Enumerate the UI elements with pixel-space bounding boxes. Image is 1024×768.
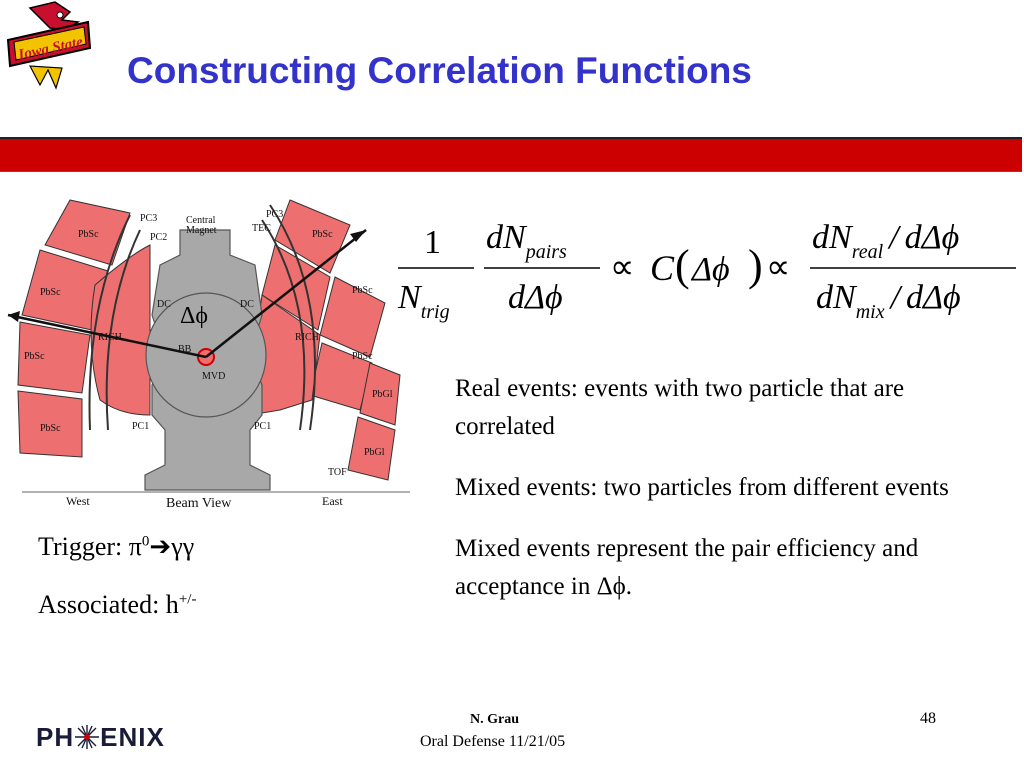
label-tof: TOF xyxy=(328,467,347,478)
label-pc3-west: PC3 xyxy=(140,213,158,224)
label-dc-east: DC xyxy=(240,299,254,310)
label-east: East xyxy=(322,494,343,508)
correlation-formula xyxy=(392,208,1024,338)
label-beam-view: Beam View xyxy=(166,496,232,511)
formula-dN-pairs: $dN_{pairs}$ xyxy=(486,219,567,263)
label-pbsc: PbSc xyxy=(40,287,61,298)
iowa-state-logo xyxy=(0,0,100,100)
bullet-mixed-acceptance: Mixed events represent the pair efficiency and acceptance in Δϕ. xyxy=(455,535,919,600)
label-west: West xyxy=(66,494,90,508)
bullet-mixed-events: Mixed events: two particles from different events xyxy=(455,474,949,501)
label-pbsc: PbSc xyxy=(24,351,45,362)
phenix-logo: PH ENIX xyxy=(36,722,165,752)
label-mvd: MVD xyxy=(202,371,226,382)
formula-one: 1 xyxy=(424,224,441,261)
formula-N-trig: $N_{trig}$ xyxy=(398,279,450,323)
label-magnet: Magnet xyxy=(186,225,217,236)
label-pc1-east: PC1 xyxy=(254,421,272,432)
formula-rparen: ) xyxy=(748,241,763,290)
title-divider-bar xyxy=(0,137,1022,172)
formula-dN-real: $dN_{real}$ / dΔϕ xyxy=(812,219,960,263)
label-pbgl: PbGl xyxy=(372,389,393,400)
label-pbsc: PbSc xyxy=(352,351,373,362)
phenix-detector-diagram xyxy=(0,185,420,515)
formula-dN-mix: $dN_{mix}$ / dΔϕ xyxy=(816,279,961,323)
label-bb: BB xyxy=(178,344,192,355)
page-number: 48 xyxy=(920,710,936,727)
label-pbsc: PbSc xyxy=(78,229,99,240)
label-pbsc: PbSc xyxy=(40,423,61,434)
trigger-line: Trigger: $\pi^0➔\gamma\gamma$ xyxy=(38,532,195,561)
explanation-text xyxy=(455,370,975,629)
formula-propto-1: ∝ xyxy=(610,249,635,286)
label-tec: TEC xyxy=(252,223,271,234)
formula-C: C xyxy=(650,248,675,288)
bullet-real-events: Real events: events with two particle that are correlated xyxy=(455,375,905,440)
label-pc1-west: PC1 xyxy=(132,421,150,432)
footer-event: Oral Defense 11/21/05 xyxy=(420,733,566,750)
label-central: Central xyxy=(186,215,216,226)
label-rich-west: RICH xyxy=(98,332,122,343)
formula-propto-2: ∝ xyxy=(766,249,791,286)
label-delta-phi: Δϕ xyxy=(180,303,209,329)
label-pbgl: PbGl xyxy=(364,447,385,458)
associated-line: Associated: h+/- xyxy=(38,590,197,619)
label-pbsc: PbSc xyxy=(312,229,333,240)
phenix-star-icon xyxy=(74,724,100,750)
label-pc2: PC2 xyxy=(150,232,168,243)
svg-text:Iowa State: Iowa State xyxy=(17,34,85,64)
label-pbsc: PbSc xyxy=(352,285,373,296)
label-pc3-east: PC3 xyxy=(266,209,284,220)
label-rich-east: RICH xyxy=(295,332,319,343)
formula-d-delta-phi: dΔϕ xyxy=(508,279,563,316)
formula-lparen: ( xyxy=(675,241,690,290)
label-dc-west: DC xyxy=(157,299,171,310)
formula-arg: Δϕ xyxy=(692,251,730,288)
footer-author: N. Grau xyxy=(470,712,519,727)
slide-title: Constructing Correlation Functions xyxy=(127,50,752,91)
